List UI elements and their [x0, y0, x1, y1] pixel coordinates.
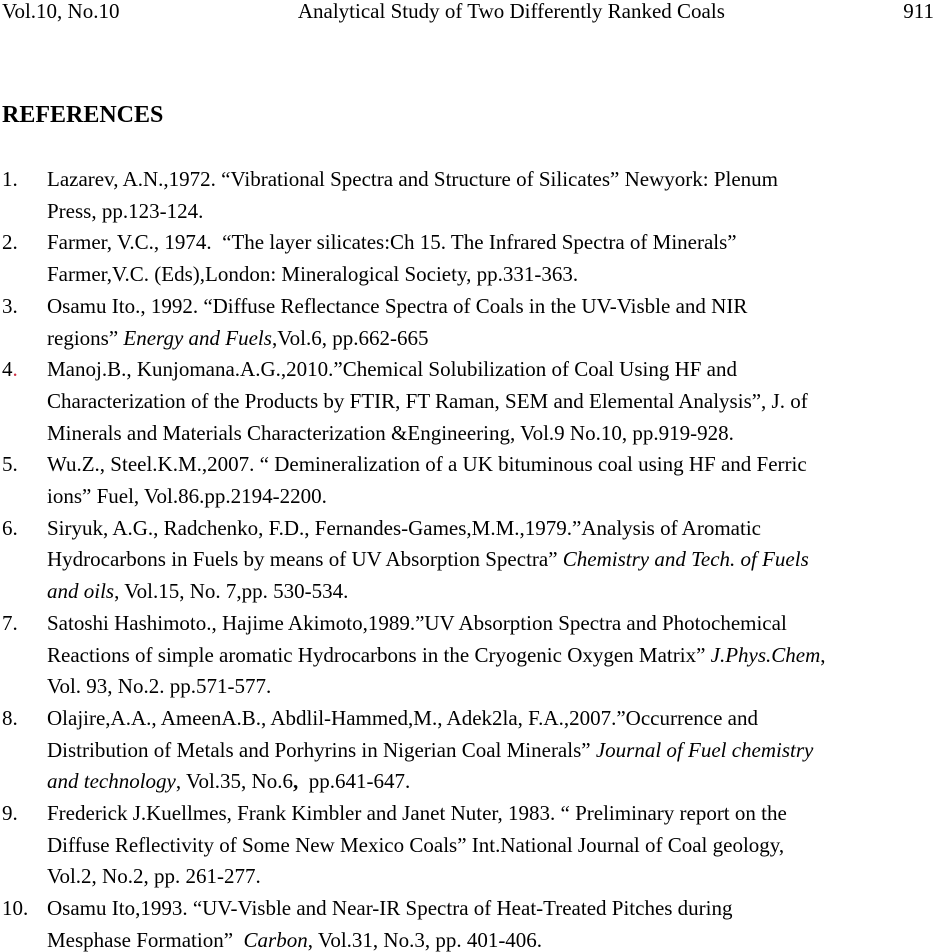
reference-number — [2, 703, 47, 735]
reference-line — [47, 830, 934, 862]
reference-text — [47, 354, 934, 449]
text-segment: Olajire,A.A., AmeenA.B., Abdlil-Hammed,M., Adek2la, F.A.,2007.”Occurrence and — [47, 705, 758, 730]
reference-item — [2, 449, 934, 512]
reference-line — [47, 925, 934, 952]
reference-item — [2, 227, 934, 290]
reference-number — [2, 798, 47, 830]
reference-line — [47, 893, 934, 925]
reference-line — [47, 227, 934, 259]
page-header — [2, 0, 934, 22]
text-segment: Satoshi Hashimoto., Hajime Akimoto,1989.”UV Absorption Spectra and Photochemical — [47, 610, 787, 635]
reference-text — [47, 449, 934, 512]
reference-line — [47, 766, 934, 798]
text-segment: Vol. 93, No.2. pp.571-577. — [47, 674, 272, 699]
text-segment: Press, pp.123-124. — [47, 198, 204, 223]
reference-text — [47, 291, 934, 354]
reference-line — [47, 640, 934, 672]
text-segment: 1. — [2, 167, 18, 191]
reference-text — [47, 227, 934, 290]
page-number: 911 — [903, 0, 934, 23]
text-segment: Siryuk, A.G., Radchenko, F.D., Fernandes-Games,M.M.,1979.”Analysis of Aromatic — [47, 515, 761, 540]
reference-item — [2, 291, 934, 354]
text-segment: . — [12, 357, 18, 382]
reference-line — [47, 671, 934, 703]
reference-line — [47, 513, 934, 545]
text-segment: , — [292, 769, 299, 794]
journal-volume: Vol.10, No.10 — [2, 0, 120, 23]
text-segment: Diffuse Reflectivity of Some New Mexico Coals” Int.National Journal of Coal geology, — [47, 832, 785, 857]
reference-text — [47, 513, 934, 608]
reference-item — [2, 608, 934, 703]
reference-number — [2, 227, 47, 259]
text-segment: Hydrocarbons in Fuels by means of UV Absorption Spectra” — [47, 547, 563, 572]
text-segment: Wu.Z., Steel.K.M.,2007. “ Demineralization of a UK bituminous coal using HF and Ferric — [47, 452, 807, 477]
text-segment: and technology — [47, 769, 176, 794]
section-heading: REFERENCES — [2, 102, 164, 128]
text-segment: , — [820, 642, 826, 667]
text-segment: 9. — [2, 801, 18, 826]
text-segment: Lazarev, A.N.,1972. “Vibrational Spectra and Structure of Silicates” Newyork: Plenum — [47, 167, 778, 191]
reference-line — [47, 259, 934, 291]
reference-line — [47, 544, 934, 576]
text-segment: 8. — [2, 705, 18, 730]
text-segment: J.Phys.Chem — [710, 642, 821, 667]
text-segment: 10. — [2, 896, 29, 921]
references-list — [2, 164, 934, 952]
reference-number — [2, 513, 47, 545]
text-segment: and oils — [47, 579, 115, 604]
text-segment: Farmer,V.C. (Eds),London: Mineralogical Society, pp.331-363. — [47, 262, 579, 287]
reference-line — [47, 196, 934, 228]
reference-line — [47, 354, 934, 386]
reference-line — [47, 576, 934, 608]
reference-number — [2, 354, 47, 386]
text-segment: Journal of Fuel chemistry — [595, 737, 814, 762]
reference-number — [2, 608, 47, 640]
reference-item — [2, 354, 934, 449]
text-segment: 6. — [2, 515, 18, 540]
text-segment: Frederick J.Kuellmes, Frank Kimbler and Janet Nuter, 1983. “ Preliminary report on the — [47, 801, 787, 826]
text-segment: , Vol.31, No.3, pp. 401-406. — [307, 927, 543, 952]
text-segment: 4 — [2, 357, 13, 382]
reference-text — [47, 164, 934, 227]
reference-item — [2, 798, 934, 893]
text-segment: Vol.2, No.2, pp. 261-277. — [47, 864, 261, 889]
reference-item — [2, 513, 934, 608]
text-segment: , Vol.35, No.6 — [175, 769, 293, 794]
reference-line — [47, 291, 934, 323]
text-segment: Energy and Fuels — [123, 325, 272, 350]
reference-number — [2, 164, 47, 196]
reference-line — [47, 481, 934, 513]
reference-text — [47, 798, 934, 893]
text-segment: 7. — [2, 610, 18, 635]
text-segment: Osamu Ito., 1992. “Diffuse Reflectance Spectra of Coals in the UV-Visble and NIR — [47, 293, 748, 318]
reference-line — [47, 418, 934, 450]
text-segment: ,Vol.6, pp.662-665 — [271, 325, 429, 350]
text-segment: Characterization of the Products by FTIR, FT Raman, SEM and Elemental Analysis”, J. of — [47, 388, 808, 413]
reference-number — [2, 291, 47, 323]
reference-item — [2, 893, 934, 952]
reference-text — [47, 893, 934, 952]
reference-line — [47, 703, 934, 735]
reference-line — [47, 164, 934, 196]
text-segment: , Vol.15, No. 7,pp. 530-534. — [114, 579, 349, 604]
reference-line — [47, 386, 934, 418]
text-segment: Mesphase Formation” — [47, 927, 244, 952]
text-segment: Carbon — [243, 927, 308, 952]
reference-line — [47, 608, 934, 640]
text-segment: ions” Fuel, Vol.86.pp.2194-2200. — [47, 484, 327, 509]
text-segment: Chemistry and Tech. of Fuels — [562, 547, 809, 572]
text-segment: Distribution of Metals and Porhyrins in Nigerian Coal Minerals” — [47, 737, 596, 762]
running-title: Analytical Study of Two Differently Ranked Coals — [297, 0, 725, 23]
text-segment: Osamu Ito,1993. “UV-Visble and Near-IR Spectra of Heat-Treated Pitches during — [47, 896, 733, 921]
text-segment: 5. — [2, 452, 18, 477]
reference-line — [47, 861, 934, 893]
text-segment: Farmer, V.C., 1974. “The layer silicates:Ch 15. The Infrared Spectra of Minerals” — [47, 230, 737, 255]
text-segment: Manoj.B., Kunjomana.A.G.,2010.”Chemical Solubilization of Coal Using HF and — [47, 357, 738, 382]
reference-line — [47, 323, 934, 355]
reference-text — [47, 608, 934, 703]
text-segment: Reactions of simple aromatic Hydrocarbons in the Cryogenic Oxygen Matrix” — [47, 642, 711, 667]
text-segment: 2. — [2, 230, 18, 255]
reference-number — [2, 449, 47, 481]
reference-line — [47, 449, 934, 481]
text-segment: pp.641-647. — [298, 769, 411, 794]
text-segment: Minerals and Materials Characterization &Engineering, Vol.9 No.10, pp.919-928. — [47, 420, 734, 445]
reference-item — [2, 164, 934, 227]
reference-line — [47, 798, 934, 830]
text-segment: regions” — [47, 325, 124, 350]
reference-number — [2, 893, 47, 925]
reference-line — [47, 735, 934, 767]
reference-text — [47, 703, 934, 798]
text-segment: 3. — [2, 293, 18, 318]
reference-item — [2, 703, 934, 798]
